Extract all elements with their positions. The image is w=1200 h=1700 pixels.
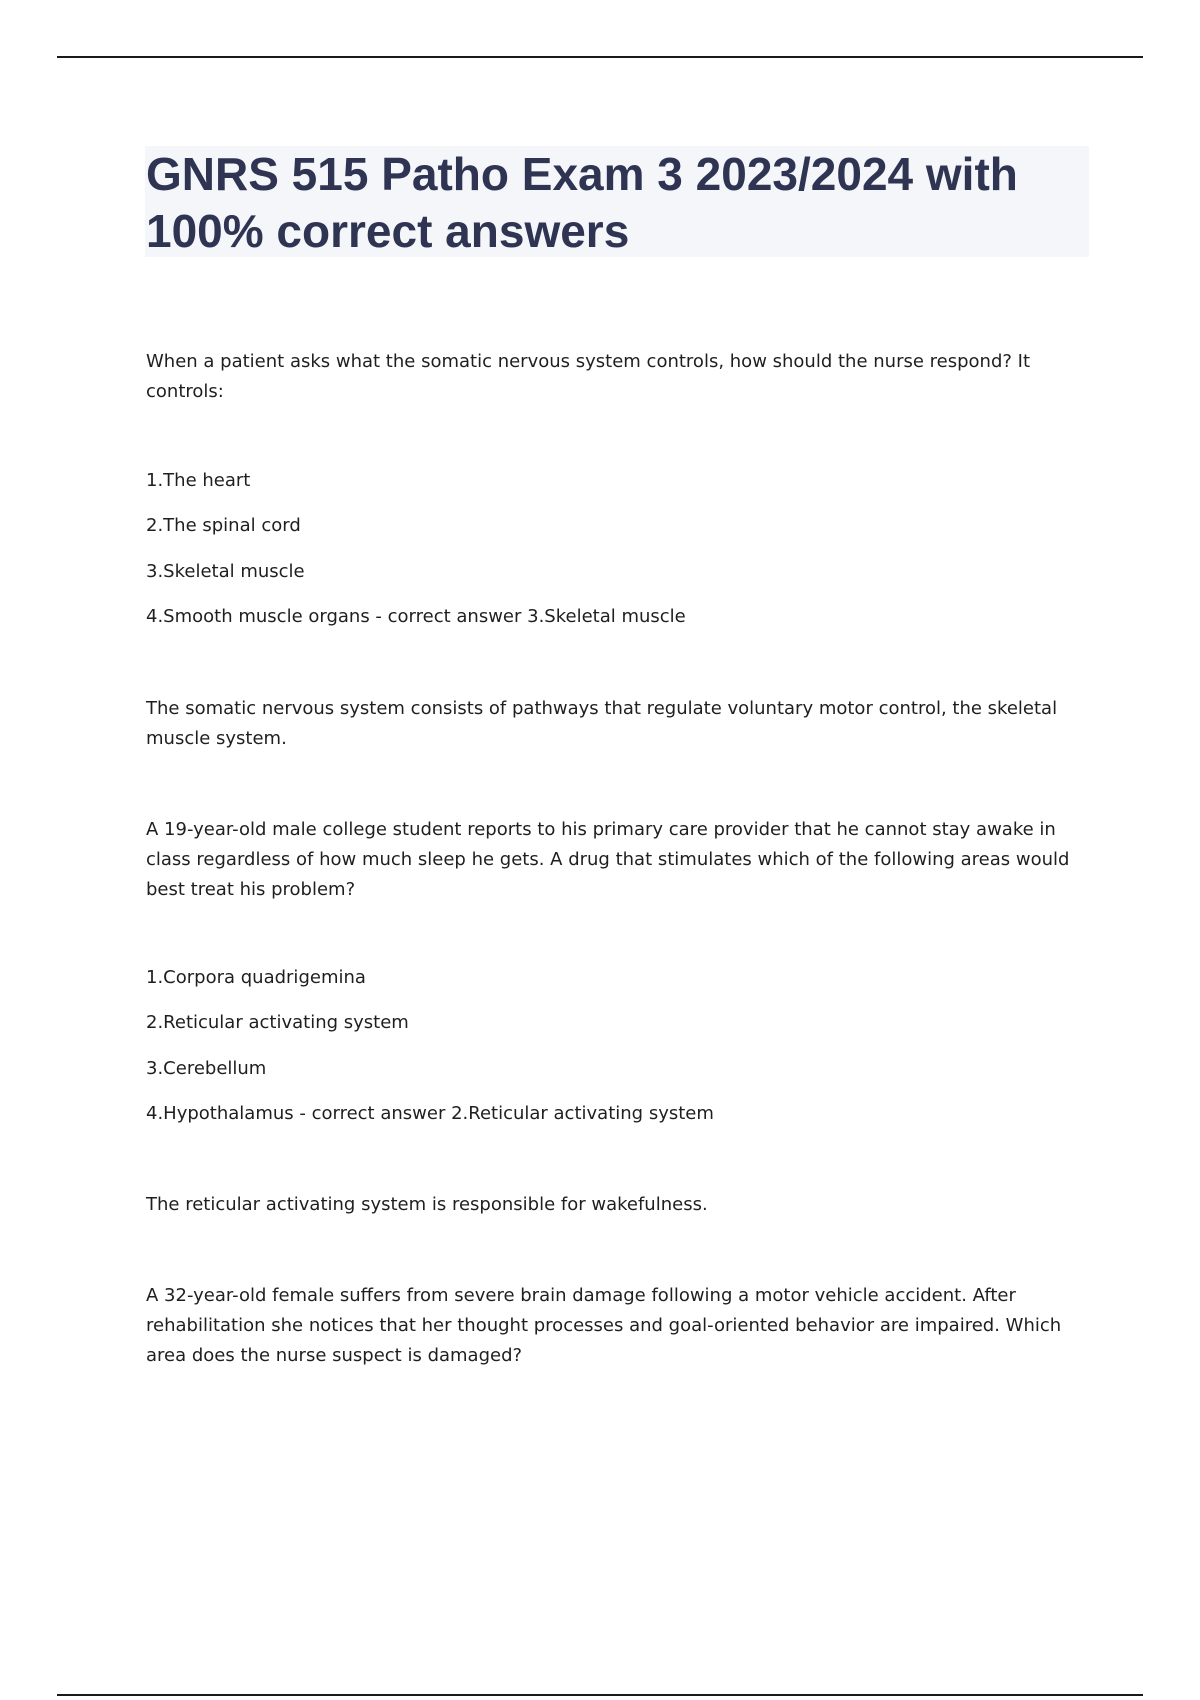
question-1-option-1: 1.The heart <box>146 470 251 491</box>
bottom-rule <box>57 1694 1143 1696</box>
document-title: GNRS 515 Patho Exam 3 2023/2024 with 100% correct answers <box>146 148 1018 257</box>
question-1-option-4-answer: 4.Smooth muscle organs - correct answer 3.Skeletal muscle <box>146 606 686 627</box>
question-2-option-1: 1.Corpora quadrigemina <box>146 967 366 988</box>
top-rule <box>57 56 1143 58</box>
question-2-rationale: The reticular activating system is responsible for wakefulness. <box>146 1194 708 1215</box>
question-3-text: A 32-year-old female suffers from severe brain damage following a motor vehicle accident. After rehabilitation she notices that her thought processes and goal-oriented behavior are impaired. Which area does the nurse suspect is damaged? <box>146 1285 1062 1366</box>
question-1-option-3: 3.Skeletal muscle <box>146 561 305 582</box>
question-2-option-3: 3.Cerebellum <box>146 1058 267 1079</box>
question-2-text: A 19-year-old male college student reports to his primary care provider that he cannot stay awake in class regardless of how much sleep he gets. A drug that stimulates which of the following areas would best treat his problem? <box>146 819 1070 900</box>
question-2-option-4-answer: 4.Hypothalamus - correct answer 2.Reticular activating system <box>146 1103 714 1124</box>
question-1-text: When a patient asks what the somatic nervous system controls, how should the nurse respond? It controls: <box>146 351 1031 402</box>
question-2-option-2: 2.Reticular activating system <box>146 1012 409 1033</box>
question-1-rationale: The somatic nervous system consists of pathways that regulate voluntary motor control, the skeletal muscle system. <box>146 698 1058 749</box>
question-1-option-2: 2.The spinal cord <box>146 515 301 536</box>
